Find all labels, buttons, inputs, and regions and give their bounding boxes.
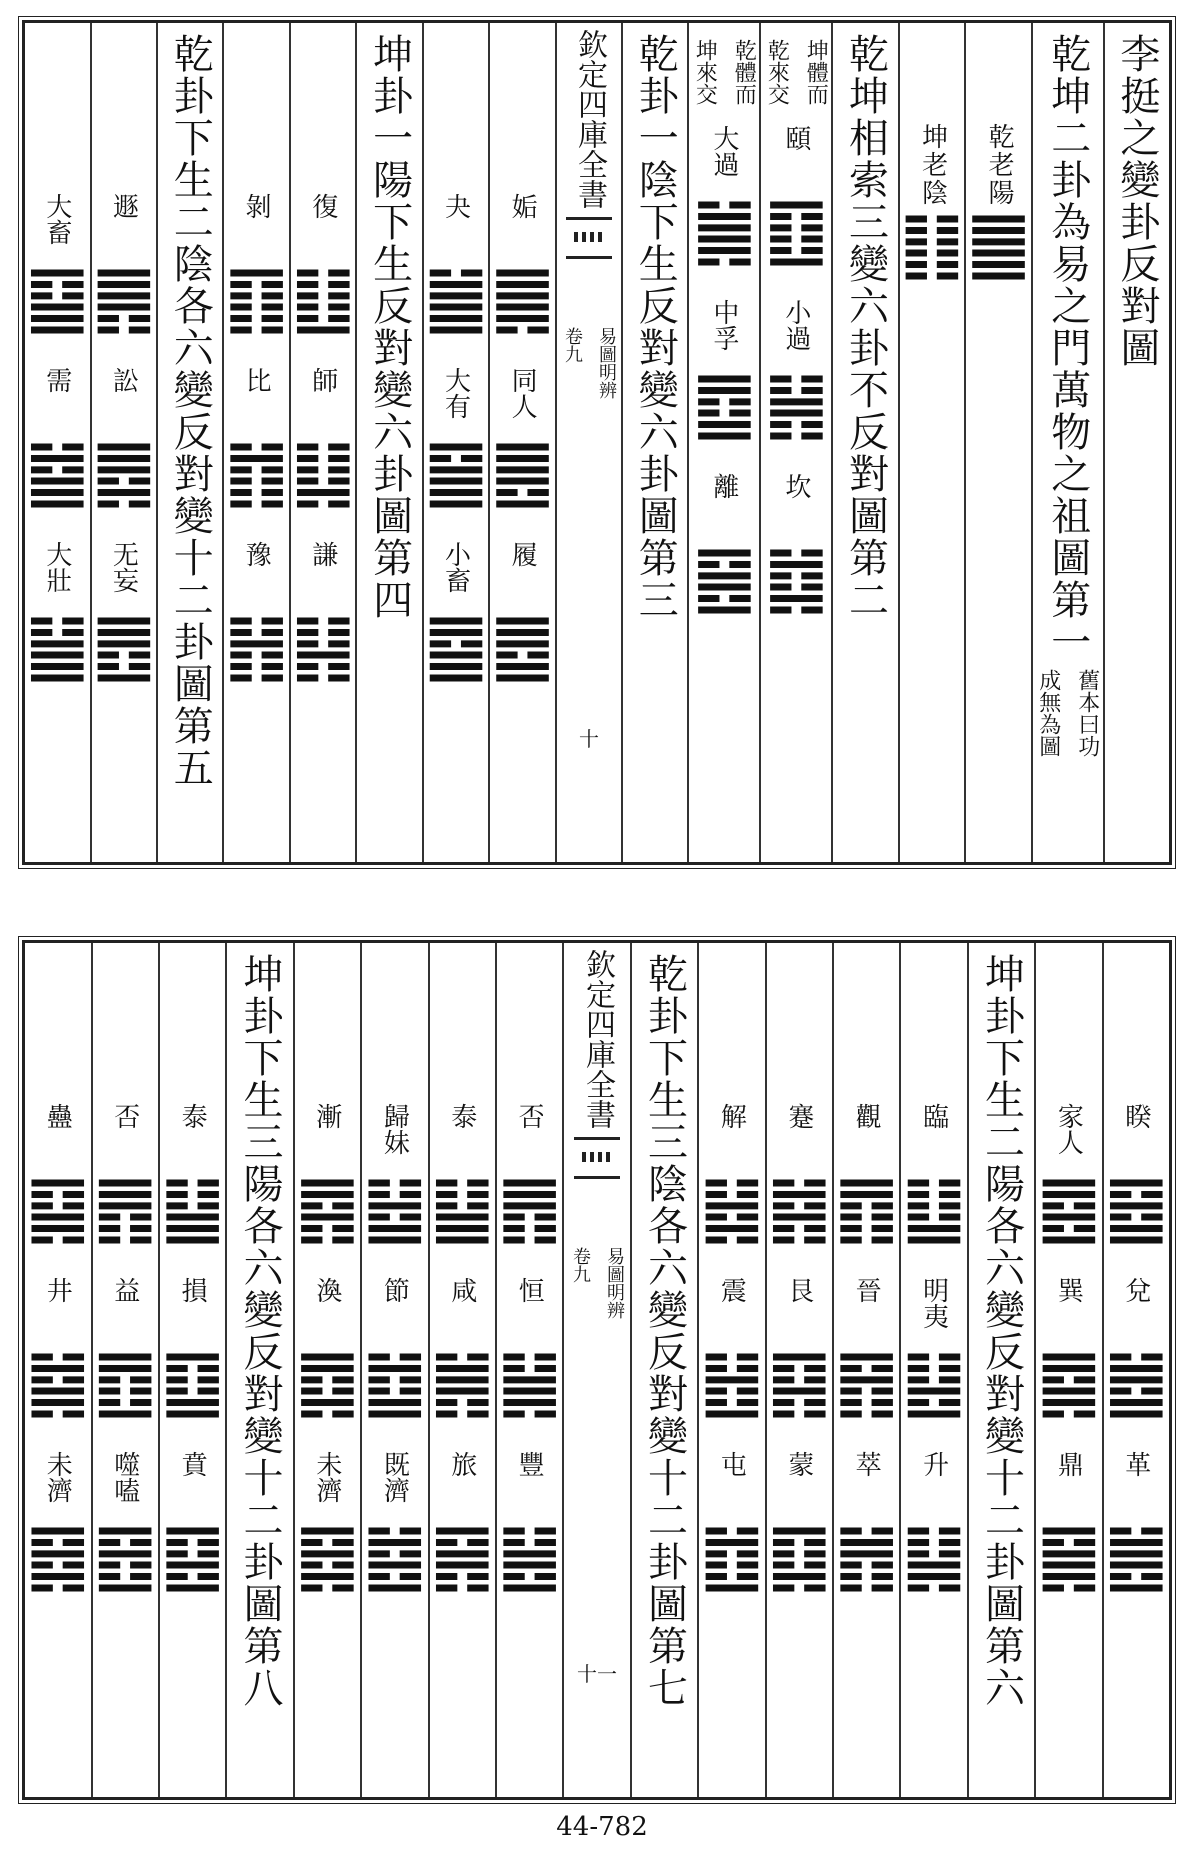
- hexagram-symbol: ䷨: [160, 1339, 225, 1423]
- fig3-col-a: [488, 23, 555, 862]
- hexagram-symbol: ䷆: [290, 429, 356, 513]
- fig2-note-c: 乾體而: [731, 39, 757, 105]
- hexagram-symbol: ䷜: [764, 535, 829, 619]
- fig3-title-column: [621, 23, 687, 862]
- fig7-hex-list-3: [362, 1103, 428, 1597]
- hexagram-symbol: ䷙: [25, 255, 90, 339]
- hexagram-name: 同人: [507, 367, 538, 419]
- fig6-col-2: [1034, 943, 1101, 1797]
- hexagram: [490, 541, 555, 687]
- fig1-note-a: 舊本曰功: [1074, 669, 1100, 757]
- fig2-notes-b: [689, 33, 759, 105]
- book-margin-column-bottom: [562, 943, 629, 1797]
- hexagram-symbol: ䷞: [429, 1339, 495, 1423]
- leaf-number: 十: [578, 727, 599, 751]
- hexagram-symbol: ䷧: [699, 1165, 765, 1249]
- hexagram-symbol: ䷠: [91, 255, 157, 339]
- hexagram-name: 大壯: [41, 541, 72, 593]
- hexagram-symbol: ䷒: [901, 1165, 967, 1249]
- hexagram-name: 比: [241, 367, 272, 393]
- hexagram: [362, 1103, 428, 1249]
- fig6-title-column: [967, 943, 1034, 1797]
- hexagram-name: 漸: [311, 1103, 342, 1129]
- fig2-notes-a: [761, 33, 831, 105]
- hexagram-name: 旅: [446, 1451, 477, 1477]
- fig6-hex-list-6: [699, 1103, 765, 1597]
- hexagram: [497, 1451, 562, 1597]
- hexagram-symbol: ䷼: [692, 361, 757, 445]
- hexagram: [1036, 1277, 1102, 1423]
- hexagram: [290, 367, 356, 513]
- hexagram: [692, 125, 757, 271]
- hexagram-name: 震: [716, 1277, 747, 1303]
- fig8-title-column: [225, 943, 292, 1797]
- hexagram-name: 鼎: [1053, 1451, 1084, 1477]
- leaf-number: 十一: [577, 1662, 618, 1686]
- fig6-col-4: [832, 943, 899, 1797]
- hexagram-name: 否: [109, 1103, 140, 1129]
- fig5-title-column: [156, 23, 222, 862]
- fig6-hex-list-3: [901, 1103, 967, 1597]
- hexagram: [699, 1103, 765, 1249]
- hexagram: [25, 541, 90, 687]
- hexagram: [497, 1277, 562, 1423]
- hexagram: [91, 193, 157, 339]
- hexagram-name: 未濟: [311, 1451, 342, 1503]
- hexagram-symbol: ䷋: [92, 1165, 158, 1249]
- hexagram-name: 夬: [440, 193, 471, 219]
- title-column: [1103, 23, 1169, 862]
- page-number: 44-782: [556, 1812, 648, 1842]
- hexagram-name: 小過: [780, 299, 811, 351]
- hexagram: [160, 1277, 225, 1423]
- hexagram-name: 萃: [851, 1451, 882, 1477]
- fig7-hex-list-4: [295, 1103, 360, 1597]
- fig6-hex-list-5: [766, 1103, 832, 1597]
- fig1-title: 乾坤二卦為易之門萬物之祖圖第一: [1044, 33, 1091, 663]
- bottom-page-panel: [22, 940, 1172, 1800]
- fishtail-mark: [566, 217, 612, 259]
- hexagram: [901, 1451, 967, 1597]
- kun-label: 坤老陰: [917, 123, 948, 207]
- hexagram: [497, 1103, 562, 1249]
- hexagram-name: 豐: [514, 1451, 545, 1477]
- hexagram: [160, 1103, 225, 1249]
- hexagram-name: 訟: [108, 367, 139, 393]
- hexagram: [224, 541, 289, 687]
- hexagram-symbol: ䷘: [91, 603, 157, 687]
- hexagram: [692, 299, 757, 445]
- hexagram-name: 遯: [108, 193, 139, 219]
- hexagram-name: 師: [307, 367, 338, 393]
- hexagram-symbol: ䷅: [91, 429, 157, 513]
- fig2-col-b: [687, 23, 759, 862]
- hexagram: [1104, 1451, 1169, 1597]
- fig2-col-a: [759, 23, 831, 862]
- hexagram-name: 咸: [446, 1277, 477, 1303]
- fig4-hex-list-a: [290, 193, 356, 687]
- fig8-hex-list-3: [25, 1103, 91, 1597]
- hexagram: [423, 541, 489, 687]
- hexagram: [490, 367, 555, 513]
- fig4-hex-list-b: [224, 193, 289, 687]
- hexagram-name: 井: [42, 1277, 73, 1303]
- hexagram-name: 賁: [177, 1451, 208, 1477]
- hexagram-symbol: ䷽: [764, 361, 829, 445]
- fig7-col-1: [495, 943, 562, 1797]
- fig2-hex-list-b: [692, 125, 757, 619]
- hexagram: [25, 367, 90, 513]
- hexagram: [1104, 1277, 1169, 1423]
- fig7-hex-list-2: [429, 1103, 495, 1597]
- fig2-note-b: 乾來交: [764, 39, 790, 105]
- page-title: 李挺之變卦反對圖: [1113, 33, 1160, 369]
- hexagram-name: 否: [514, 1103, 545, 1129]
- hexagram: [25, 1103, 91, 1249]
- hexagram-symbol: ䷎: [290, 603, 356, 687]
- hexagram-name: 大有: [440, 367, 471, 419]
- fig4-title: 坤卦一陽下生反對變六卦圖第四: [366, 33, 413, 621]
- hexagram-name: 明夷: [918, 1277, 949, 1329]
- hexagram: [423, 367, 489, 513]
- hexagram-symbol: ䷳: [766, 1339, 832, 1423]
- hexagram-symbol: ䷌: [490, 429, 555, 513]
- hexagram-symbol: ䷤: [1036, 1165, 1102, 1249]
- hexagram-symbol: ䷷: [429, 1513, 495, 1597]
- hexagram: [766, 1277, 832, 1423]
- hexagram-symbol: ䷔: [92, 1513, 158, 1597]
- fig2-hex-list-a: [764, 125, 829, 619]
- hexagram: [224, 367, 289, 513]
- hexagram: [1036, 1451, 1102, 1597]
- book-title: 欽定四庫全書: [580, 949, 616, 1129]
- hexagram-name: 履: [507, 541, 538, 567]
- hexagram: [295, 1451, 360, 1597]
- hexagram: [290, 541, 356, 687]
- hexagram-symbol: ䷫: [490, 255, 555, 339]
- hexagram: [1104, 1103, 1169, 1249]
- hexagram: [92, 1103, 158, 1249]
- qian-column: [964, 23, 1031, 862]
- hexagram-name: 小畜: [440, 541, 471, 593]
- hexagram: [362, 1277, 428, 1423]
- hexagram-symbol: ䷖: [224, 255, 289, 339]
- fig3-title: 乾卦一陰下生反對變六卦圖第三: [632, 33, 679, 621]
- hexagram-name: 泰: [446, 1103, 477, 1129]
- hexagram-symbol: ䷬: [834, 1513, 899, 1597]
- book-margin-column: [555, 23, 621, 862]
- hexagram-name: 屯: [716, 1451, 747, 1477]
- hexagram-symbol: ䷗: [290, 255, 356, 339]
- fig4-col-a: [289, 23, 356, 862]
- hexagram: [429, 1451, 495, 1597]
- hexagram-symbol: ䷵: [362, 1165, 428, 1249]
- hexagram: [91, 541, 157, 687]
- hexagram-symbol: ䷻: [362, 1339, 428, 1423]
- hexagram-symbol: ䷇: [224, 429, 289, 513]
- fig6-col-3: [899, 943, 966, 1797]
- hexagram-symbol: ䷾: [362, 1513, 428, 1597]
- fig5-col-b: [25, 23, 90, 862]
- hexagram-name: 姤: [507, 193, 538, 219]
- hexagram-name: 蹇: [783, 1103, 814, 1129]
- hexagram: [901, 1277, 967, 1423]
- hexagram-name: 泰: [177, 1103, 208, 1129]
- hexagram-symbol: ䷃: [766, 1513, 832, 1597]
- hexagram-name: 歸妹: [379, 1103, 410, 1155]
- fig5-hex-list-a: [91, 193, 157, 687]
- fig1-note-b: 成無為圖: [1035, 669, 1061, 757]
- hexagram-name: 大畜: [41, 193, 72, 245]
- fig8-hex-list-1: [160, 1103, 225, 1597]
- hexagram: [160, 1451, 225, 1597]
- hexagram: [91, 367, 157, 513]
- hexagram: [764, 299, 829, 445]
- top-page-panel: [22, 20, 1172, 865]
- hexagram-symbol: ䷦: [766, 1165, 832, 1249]
- fig6-hex-list-1: [1104, 1103, 1169, 1597]
- hexagram-name: 豫: [241, 541, 272, 567]
- hexagram: [92, 1277, 158, 1423]
- hexagram-symbol: ䷍: [423, 429, 489, 513]
- hexagram-name: 未濟: [42, 1451, 73, 1503]
- hexagram-symbol: ䷏: [224, 603, 289, 687]
- hexagram-name: 頤: [780, 125, 811, 151]
- qian-hexagram: [966, 123, 1031, 285]
- hexagram: [699, 1451, 765, 1597]
- book-title: 欽定四庫全書: [571, 29, 607, 209]
- hexagram-name: 謙: [307, 541, 338, 567]
- fig3-hex-list-b: [423, 193, 489, 687]
- hexagram: [766, 1451, 832, 1597]
- hexagram-name: 節: [379, 1277, 410, 1303]
- hexagram-symbol: ䷊: [160, 1165, 225, 1249]
- fig3-hex-list-a: [490, 193, 555, 687]
- hexagram-symbol: ䷊: [429, 1165, 495, 1249]
- hexagram-name: 家人: [1053, 1103, 1084, 1155]
- hexagram-name: 巽: [1053, 1277, 1084, 1303]
- fig2-title-column: [831, 23, 897, 862]
- hexagram-name: 渙: [311, 1277, 342, 1303]
- fig8-title: 坤卦下生三陽各六變反對變十二卦圖第八: [237, 953, 284, 1709]
- hexagram-name: 觀: [851, 1103, 882, 1129]
- fig7-title: 乾卦下生三陰各六變反對變十二卦圖第七: [641, 953, 688, 1709]
- hexagram: [429, 1277, 495, 1423]
- hexagram-name: 臨: [918, 1103, 949, 1129]
- hexagram-name: 蠱: [42, 1103, 73, 1129]
- margin-sub: [559, 267, 619, 399]
- hexagram: [834, 1451, 899, 1597]
- hexagram-symbol: ䷚: [764, 187, 829, 271]
- hexagram-name: 離: [708, 473, 739, 499]
- fig4-col-b: [222, 23, 289, 862]
- fig8-col-1: [158, 943, 225, 1797]
- hexagram-name: 噬嗑: [109, 1451, 140, 1503]
- hexagram-name: 既濟: [379, 1451, 410, 1503]
- kun-symbol: ䷁: [899, 201, 965, 285]
- kun-column: [898, 23, 965, 862]
- hexagram: [25, 193, 90, 339]
- hexagram: [295, 1277, 360, 1423]
- hexagram: [699, 1277, 765, 1423]
- hexagram-symbol: ䷣: [901, 1339, 967, 1423]
- hexagram: [764, 473, 829, 619]
- hexagram-symbol: ䷺: [295, 1339, 360, 1423]
- hexagram: [834, 1103, 899, 1249]
- hexagram-name: 復: [307, 193, 338, 219]
- hexagram-name: 坎: [780, 473, 811, 499]
- fig2-note-a: 坤體而: [803, 39, 829, 105]
- fig8-col-3: [25, 943, 90, 1797]
- hexagram: [901, 1103, 967, 1249]
- hexagram-name: 解: [716, 1103, 747, 1129]
- hexagram: [429, 1103, 495, 1249]
- hexagram-name: 蒙: [783, 1451, 814, 1477]
- hexagram-symbol: ䷩: [92, 1339, 158, 1423]
- fig1-title-column: [1031, 23, 1103, 862]
- hexagram-symbol: ䷴: [295, 1165, 360, 1249]
- qian-label: 乾老陽: [984, 123, 1015, 207]
- hexagram: [1036, 1103, 1102, 1249]
- hexagram: [766, 1103, 832, 1249]
- hexagram: [92, 1451, 158, 1597]
- book-volume: 卷九: [570, 1247, 592, 1283]
- top-columns: [25, 23, 1169, 862]
- hexagram-symbol: ䷲: [699, 1339, 765, 1423]
- hexagram-name: 艮: [783, 1277, 814, 1303]
- hexagram-name: 損: [177, 1277, 208, 1303]
- hexagram-name: 恒: [514, 1277, 545, 1303]
- hexagram-name: 升: [918, 1451, 949, 1477]
- hexagram-symbol: ䷋: [497, 1165, 562, 1249]
- hexagram-symbol: ䷟: [497, 1339, 562, 1423]
- hexagram: [25, 1277, 91, 1423]
- fig5-col-a: [90, 23, 157, 862]
- hexagram-symbol: ䷥: [1104, 1165, 1169, 1249]
- fishtail-mark: [574, 1137, 620, 1179]
- hexagram: [423, 193, 489, 339]
- fig7-col-2: [428, 943, 495, 1797]
- hexagram-name: 革: [1120, 1451, 1151, 1477]
- fig7-title-column: [630, 943, 697, 1797]
- hexagram-symbol: ䷉: [490, 603, 555, 687]
- hexagram-name: 益: [109, 1277, 140, 1303]
- hexagram: [290, 193, 356, 339]
- fig7-col-3: [360, 943, 427, 1797]
- qian-symbol: ䷀: [966, 201, 1031, 285]
- hexagram-symbol: ䷈: [423, 603, 489, 687]
- hexagram: [295, 1103, 360, 1249]
- bottom-columns: [25, 943, 1169, 1797]
- fig2-title: 乾坤相索三變六卦不反對圖第二: [842, 33, 889, 621]
- hexagram: [764, 125, 829, 271]
- hexagram: [25, 1451, 91, 1597]
- hexagram: [692, 473, 757, 619]
- hexagram-name: 睽: [1120, 1103, 1151, 1129]
- fig6-col-5: [765, 943, 832, 1797]
- hexagram-name: 大過: [708, 125, 739, 177]
- hexagram-symbol: ䷱: [1036, 1513, 1102, 1597]
- hexagram: [224, 193, 289, 339]
- hexagram-symbol: ䷕: [160, 1513, 225, 1597]
- hexagram-symbol: ䷝: [692, 535, 757, 619]
- fig8-hex-list-2: [92, 1103, 158, 1597]
- hexagram-name: 兌: [1120, 1277, 1151, 1303]
- hexagram-symbol: ䷶: [497, 1513, 562, 1597]
- fig7-col-4: [293, 943, 360, 1797]
- fig2-note-d: 坤來交: [692, 39, 718, 105]
- fig5-hex-list-b: [25, 193, 90, 687]
- hexagram-symbol: ䷭: [901, 1513, 967, 1597]
- hexagram-symbol: ䷓: [834, 1165, 899, 1249]
- hexagram-symbol: ䷄: [25, 429, 90, 513]
- fig5-title: 乾卦下生二陰各六變反對變十二卦圖第五: [167, 33, 214, 789]
- hexagram-symbol: ䷹: [1104, 1339, 1169, 1423]
- hexagram-symbol: ䷯: [25, 1339, 91, 1423]
- hexagram-name: 中孚: [708, 299, 739, 351]
- fig6-col-6: [697, 943, 764, 1797]
- fig6-title: 坤卦下生二陽各六變反對變十二卦圖第六: [978, 953, 1025, 1709]
- fig8-col-2: [91, 943, 158, 1797]
- hexagram-symbol: ䷢: [834, 1339, 899, 1423]
- hexagram-symbol: ䷂: [699, 1513, 765, 1597]
- fig7-hex-list-1: [497, 1103, 562, 1597]
- hexagram: [362, 1451, 428, 1597]
- margin-sub: [567, 1187, 627, 1319]
- fig6-hex-list-4: [834, 1103, 899, 1597]
- hexagram-name: 无妄: [108, 541, 139, 593]
- book-section: 易圖明辨: [604, 1247, 626, 1319]
- book-section: 易圖明辨: [595, 327, 617, 399]
- fig6-hex-list-2: [1036, 1103, 1102, 1597]
- hexagram-symbol: ䷿: [25, 1513, 91, 1597]
- hexagram-symbol: ䷿: [295, 1513, 360, 1597]
- kun-hexagram: [899, 123, 965, 285]
- fig4-title-column: [355, 23, 421, 862]
- hexagram-symbol: ䷛: [692, 187, 757, 271]
- hexagram-symbol: ䷸: [1036, 1339, 1102, 1423]
- fig6-col-1: [1102, 943, 1169, 1797]
- hexagram-name: 晉: [851, 1277, 882, 1303]
- hexagram-symbol: ䷑: [25, 1165, 91, 1249]
- hexagram-symbol: ䷪: [423, 255, 489, 339]
- book-volume: 卷九: [561, 327, 583, 363]
- fig1-notes: [1033, 663, 1103, 757]
- hexagram-symbol: ䷰: [1104, 1513, 1169, 1597]
- fig3-col-b: [422, 23, 489, 862]
- hexagram-name: 剝: [241, 193, 272, 219]
- hexagram-symbol: ䷡: [25, 603, 90, 687]
- hexagram: [834, 1277, 899, 1423]
- hexagram-name: 需: [41, 367, 72, 393]
- hexagram: [490, 193, 555, 339]
